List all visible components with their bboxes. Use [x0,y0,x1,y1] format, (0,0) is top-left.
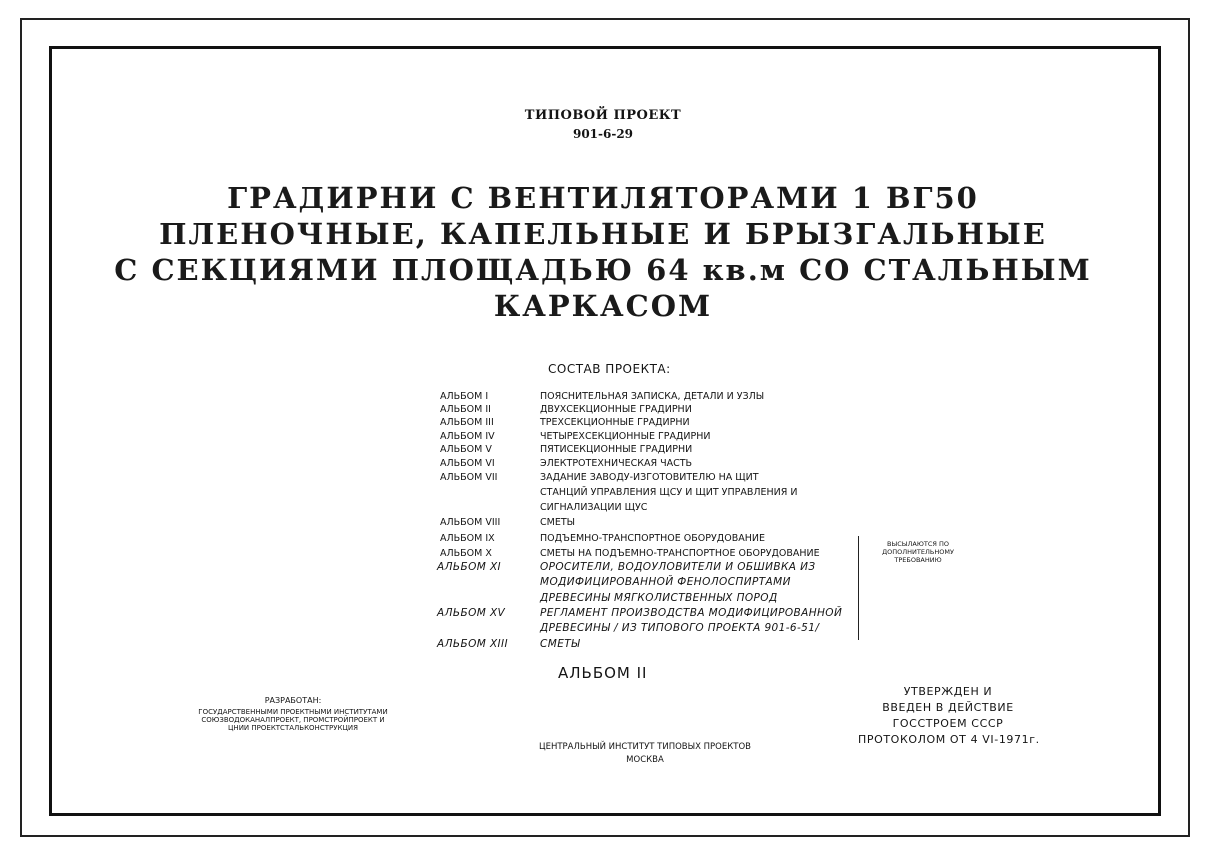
title-line-1: ГРАДИРНИ С ВЕНТИЛЯТОРАМИ 1 ВГ50 [227,181,979,215]
album-description: РЕГЛАМЕНТ ПРОИЗВОДСТВА МОДИФИЦИРОВАННОЙ [540,607,843,619]
developer-line-1: ГОСУДАРСТВЕННЫМИ ПРОЕКТНЫМИ ИНСТИТУТАМИ [198,708,388,716]
list-item [0,622,1206,635]
developer-line-3: ЦНИИ ПРОЕКТСТАЛЬКОНСТРУКЦИЯ [228,724,358,732]
album-number: АЛЬБОМ I [440,391,489,402]
album-number: АЛЬБОМ XIII [437,638,509,650]
list-item [0,430,1206,443]
album-number: АЛЬБОМ VI [440,458,495,469]
album-description: СИГНАЛИЗАЦИИ ЩУС [540,502,648,513]
contents-heading: СОСТАВ ПРОЕКТА: [548,362,671,376]
album-number: АЛЬБОМ IV [440,431,495,442]
album-description: СТАНЦИЙ УПРАВЛЕНИЯ ЩСУ И ЩИТ УПРАВЛЕНИЯ И [540,487,798,498]
approval-line-1: УТВЕРЖДЕН И [903,685,993,698]
album-description: МОДИФИЦИРОВАННОЙ ФЕНОЛОСПИРТАМИ [540,576,791,588]
approval-line-2: ВВЕДЕН В ДЕЙСТВИЕ [882,701,1014,714]
album-number: АЛЬБОМ VIII [440,517,501,528]
approval-line-3: ГОССТРОЕМ СССР [892,717,1004,730]
list-item [0,443,1206,456]
album-description: ПОЯСНИТЕЛЬНАЯ ЗАПИСКА, ДЕТАЛИ И УЗЛЫ [540,391,765,402]
title-line-4: КАРКАСОМ [493,289,713,323]
list-item [0,547,1206,560]
list-item [0,592,1206,605]
list-item [0,516,1206,529]
list-item [0,561,1206,574]
institute-name: ЦЕНТРАЛЬНЫЙ ИНСТИТУТ ТИПОВЫХ ПРОЕКТОВ [539,742,751,752]
developer-label: РАЗРАБОТАН: [264,696,322,705]
album-description: ДВУХСЕКЦИОННЫЕ ГРАДИРНИ [540,404,692,415]
list-item [0,403,1206,416]
developer-line-2: СОЮЗВОДОКАНАЛПРОЕКТ, ПРОМСТРОЙПРОЕКТ И [201,716,385,724]
album-description: ПЯТИСЕКЦИОННЫЕ ГРАДИРНИ [540,444,693,455]
institute-city: МОСКВА [626,755,664,765]
list-item [0,457,1206,470]
album-description: СМЕТЫ [540,517,576,528]
list-item [0,486,1206,499]
project-title [0,180,1206,324]
album-description: ТРЕХСЕКЦИОННЫЕ ГРАДИРНИ [540,417,690,428]
side-note: ВЫСЫЛАЮТСЯ ПО ДОПОЛНИТЕЛЬНОМУ ТРЕБОВАНИЮ [882,540,954,564]
list-item [0,390,1206,403]
album-number: АЛЬБОМ X [440,548,492,559]
title-line-3: С СЕКЦИЯМИ ПЛОЩАДЬЮ 64 кв.м СО СТАЛЬНЫМ [114,253,1092,287]
list-item [0,532,1206,545]
approval-line-4: ПРОТОКОЛОМ ОТ 4 VI-1971г. [858,733,1040,746]
title-line-2: ПЛЕНОЧНЫЕ, КАПЕЛЬНЫЕ И БРЫЗГАЛЬНЫЕ [159,217,1047,251]
album-description: ПОДЪЕМНО-ТРАНСПОРТНОЕ ОБОРУДОВАНИЕ [540,533,765,544]
list-item [0,576,1206,589]
approval-stamp [858,684,1038,748]
list-item [0,638,1206,651]
project-code: 901-6-29 [572,127,634,141]
album-number: АЛЬБОМ III [440,417,494,428]
list-item [0,416,1206,429]
album-description: ЗАДАНИЕ ЗАВОДУ-ИЗГОТОВИТЕЛЮ НА ЩИТ [540,472,759,483]
album-number: АЛЬБОМ V [440,444,492,455]
list-item [0,607,1206,620]
album-description: ЭЛЕКТРОТЕХНИЧЕСКАЯ ЧАСТЬ [540,458,693,469]
developer-block [172,697,414,732]
note-bracket [858,536,866,640]
current-album: АЛЬБОМ II [558,664,648,682]
album-number: АЛЬБОМ XV [437,607,506,619]
album-description: ЧЕТЫРЕХСЕКЦИОННЫЕ ГРАДИРНИ [540,431,711,442]
album-description: ОРОСИТЕЛИ, ВОДОУЛОВИТЕЛИ И ОБШИВКА ИЗ [540,561,816,573]
album-description: ДРЕВЕСИНЫ МЯГКОЛИСТВЕННЫХ ПОРОД [540,592,778,604]
album-description: ДРЕВЕСИНЫ / ИЗ ТИПОВОГО ПРОЕКТА 901-6-51/ [540,622,820,634]
album-number: АЛЬБОМ IX [440,533,495,544]
album-description: СМЕТЫ НА ПОДЪЕМНО-ТРАНСПОРТНОЕ ОБОРУДОВАНИЕ [540,548,820,559]
list-item [0,501,1206,514]
album-number: АЛЬБОМ XI [437,561,502,573]
series-label: ТИПОВОЙ ПРОЕКТ [524,108,682,123]
album-number: АЛЬБОМ VII [440,472,498,483]
album-description: СМЕТЫ [540,638,581,650]
album-number: АЛЬБОМ II [440,404,491,415]
list-item [0,471,1206,484]
